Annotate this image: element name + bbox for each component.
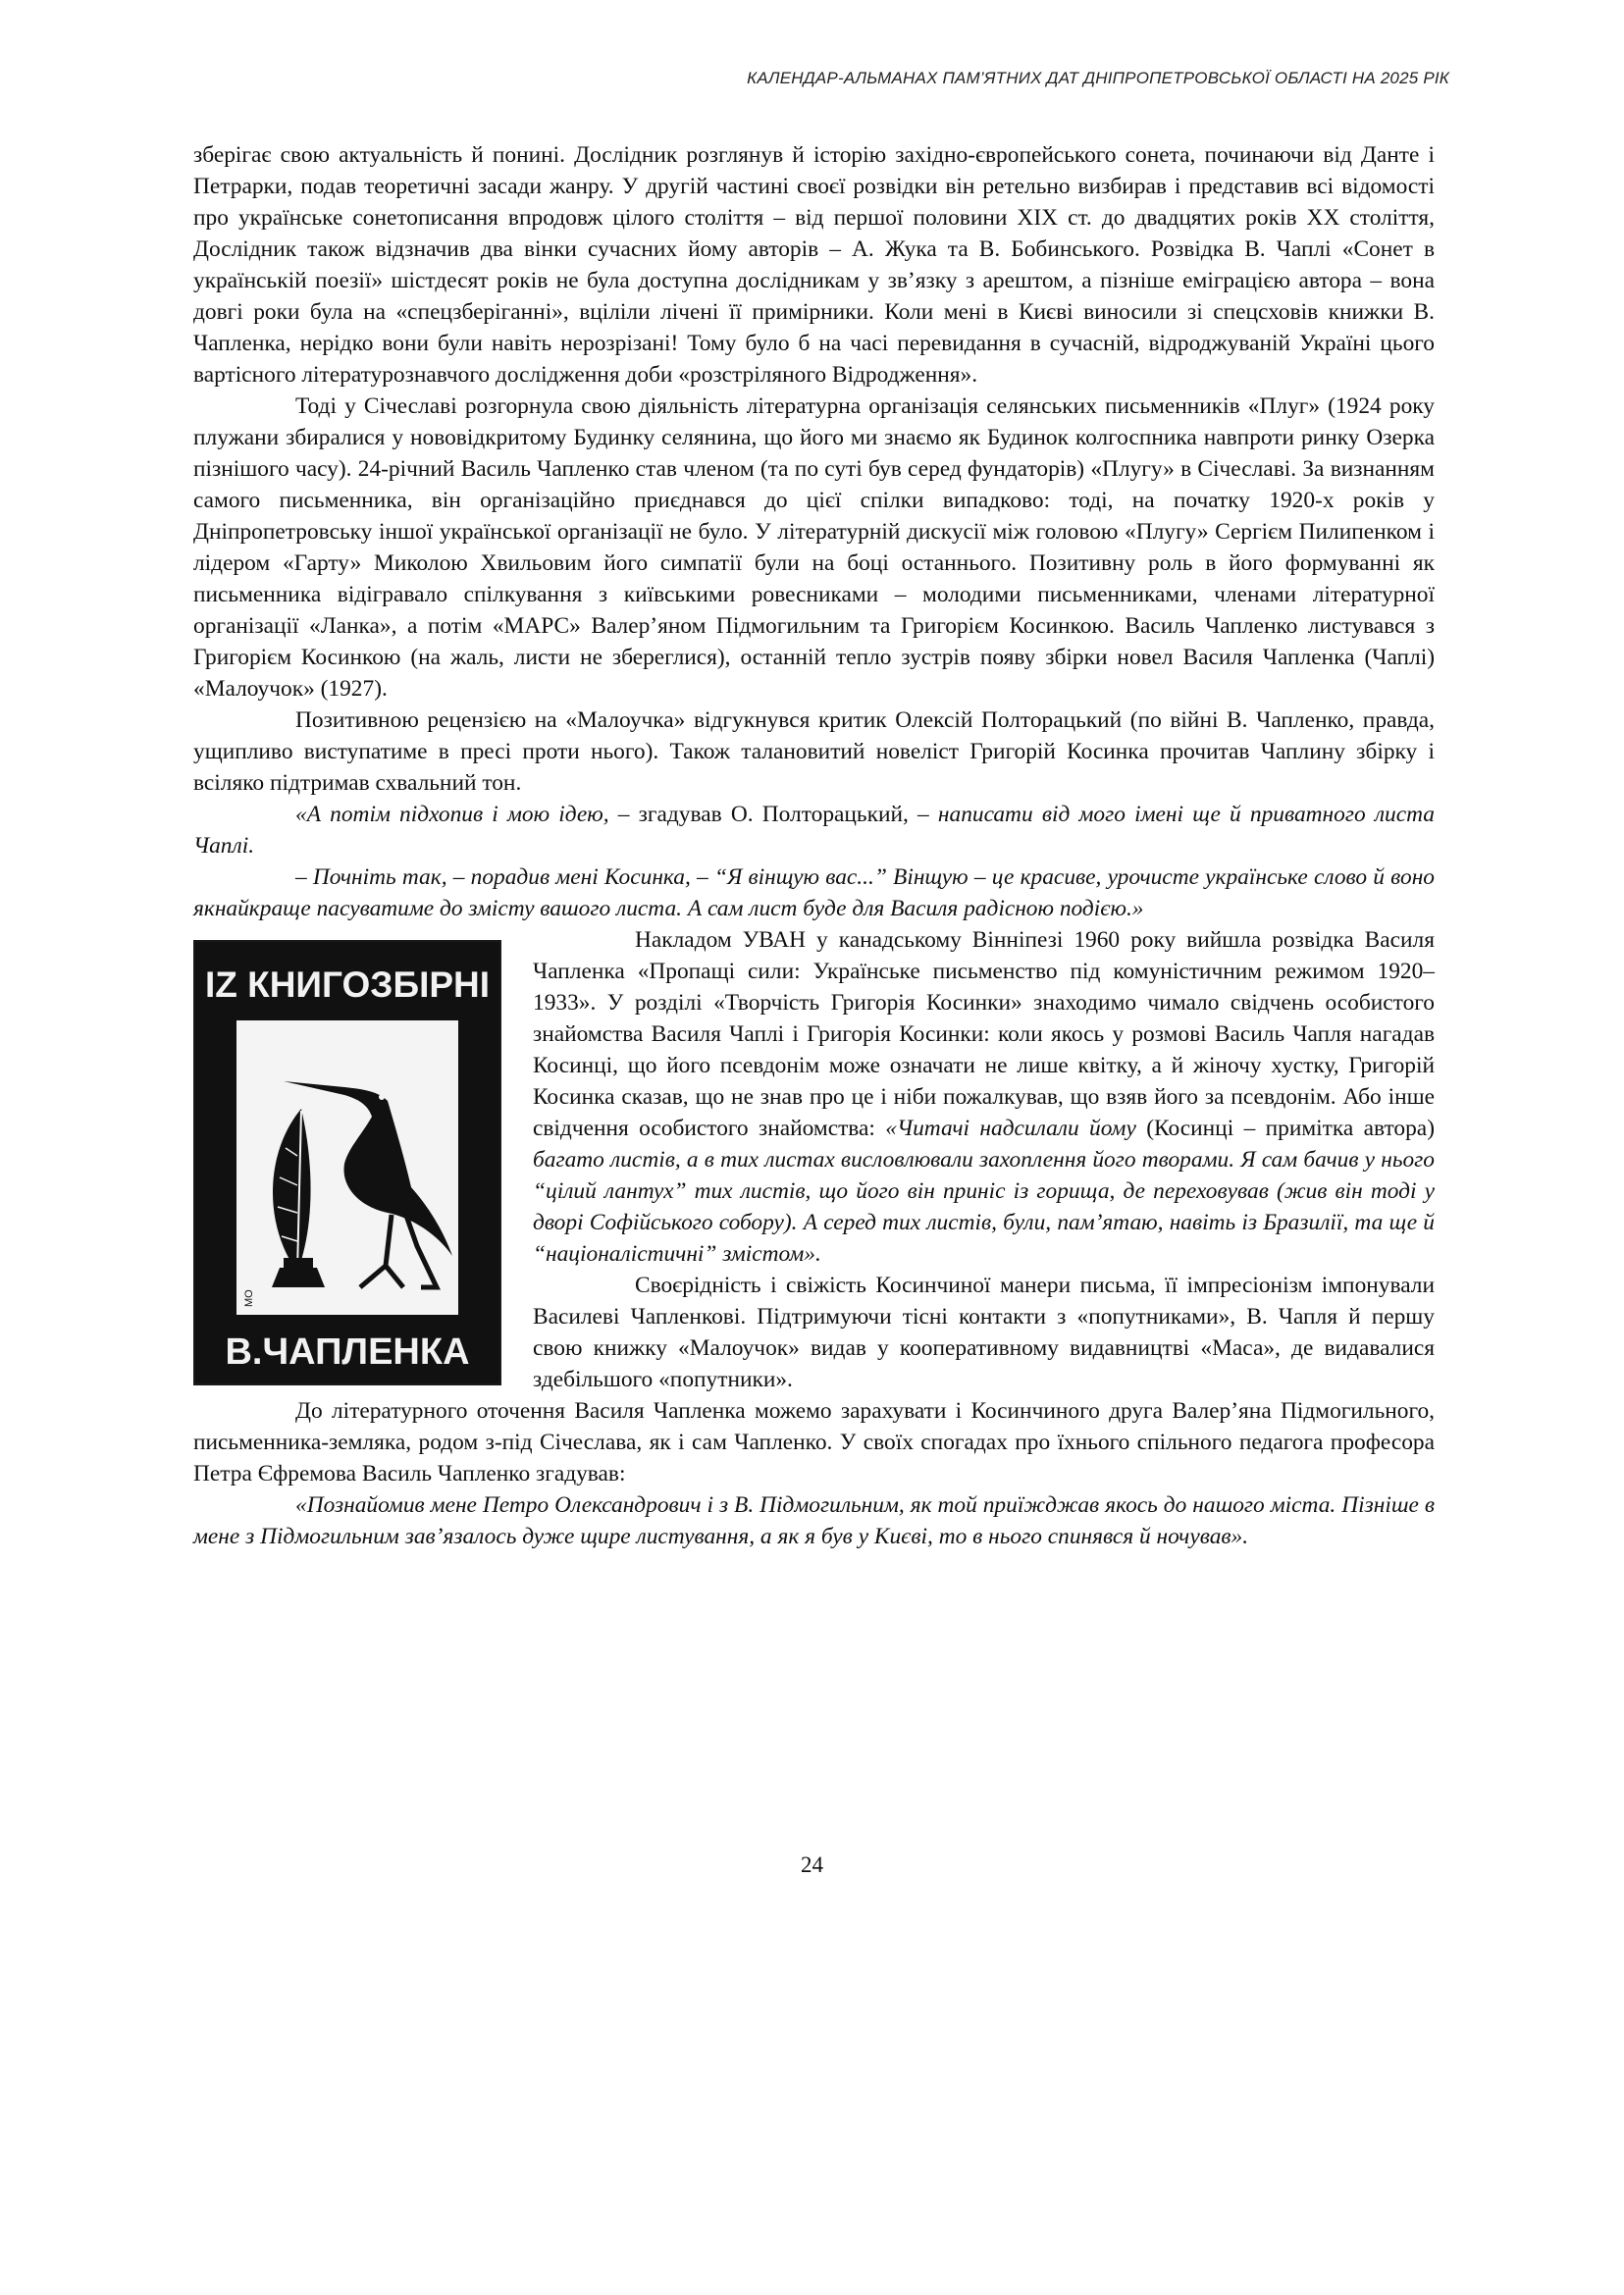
quote-paragraph: – Почніть так, – порадив мені Косинка, – “Я вінщую вас...” Вінщую – це красиве, урочисте українське слово й воно якнайкраще пасуватиме до змісту вашого листа. А сам лист буде для Василя радісною подією.»	[193, 864, 1435, 921]
paragraph: Позитивною рецензією на «Малоучка» відгукнувся критик Олексій Полторацький (по війні В. Чапленко, правда, ущипливо виступатиме в пресі проти нього). Також талановитий новеліст Григорій Косинка прочитав Чаплину збірку і всіляко підтримав схвальний тон.	[193, 707, 1435, 796]
author-note: (Косинці – примітка автора)	[1135, 1116, 1435, 1141]
quote-attribution: згадував О. Полторацький, –	[629, 802, 938, 827]
quote-text: «Читачі надсилали йому	[885, 1116, 1136, 1141]
inkwell-icon	[272, 1268, 325, 1287]
article-body	[193, 139, 1435, 1552]
bookplate-top-text: IZ КНИГОЗБІРНІ	[204, 965, 491, 1005]
bookplate-bottom-text: В.ЧАПЛЕНКА	[225, 1331, 470, 1373]
quote-paragraph: «Познайомив мене Петро Олександрович і з В. Підмогильним, як той приїжджав якось до нашого міста. Пізніше в мене з Підмогильним зав’язалось дуже щире листування, а як я був у Києві, то в нього спинявся й ночував».	[193, 1492, 1435, 1549]
quote-text: багато листів, а в тих листах висловлювали захоплення його творами. Я сам бачив у нього “цілий лантух” тих листів, що його він приніс із горища, де переховував (жив він тоді у дворі Софійського собору). А серед тих листів, були, пам’ятаю, навіть із Бразилії, та ще й “націоналістичні” змістом».	[533, 1147, 1435, 1267]
page-number: 24	[801, 1852, 823, 1877]
quote-text: «А потім підхопив і мою ідею, –	[295, 802, 630, 827]
running-header: КАЛЕНДАР-АЛЬМАНАХ ПАМ’ЯТНИХ ДАТ ДНІПРОПЕТРОВСЬКОЇ ОБЛАСТІ НА 2025 РІК	[747, 69, 1449, 87]
paragraph: До літературного оточення Василя Чапленка можемо зарахувати і Косинчиного друга Валер’яна Підмогильного, письменника-земляка, родом з-під Січеслава, як і сам Чапленко. У своїх спогадах про їхнього спільного педагога професора Петра Єфремова Василь Чапленко згадував:	[193, 1398, 1435, 1487]
quote-paragraph	[193, 799, 1435, 861]
paragraph-text: Накладом УВАН у канадському Вінніпезі 1960 року вийшла розвідка Василя Чапленка «Пропащі сили: Українське письменство під комуністичним режимом 1920–1933». У розділі «Творчість Григорія Косинки» знаходимо чимало свідчень особистого знайомства Василя Чаплі і Григорія Косинки: коли якось у розмові Василь Чапля нагадав Косинці, що його псевдонім може означати не лише квітку, а й жіночу хустку, Григорій Косинка сказав, що не знав про це і ніби пожалкував, що взяв його за псевдонім. Або інше свідчення особистого знайомства:	[533, 927, 1435, 1141]
paragraph: Тоді у Січеславі розгорнула свою діяльність літературна організація селянських письменників «Плуг» (1924 року плужани збиралися у нововідкритому Будинку селянина, що його ми знаємо як Будинок колгоспника навпроти ринку Озерка пізнішого часу). 24-річний Василь Чапленко став членом (та по суті був серед фундаторів) «Плугу» в Січеславі. За визнанням самого письменника, він організаційно приєднався до цієї спілки випадково: тоді, на початку 1920-х років у Дніпропетровську іншої української організації не було. У літературній дискусії між головою «Плугу» Сергієм Пилипенком і лідером «Гарту» Миколою Хвильовим його симпатії були на боці останнього. Позитивну роль в його формуванні як письменника відігравало спілкування з київськими ровесниками – молодими письменниками, членами літературної організації «Ланка», а потім «МАРС» Валер’яном Підмогильним та Григорієм Косинкою. Василь Чапленко листувався з Григорієм Косинкою (на жаль, листи не збереглися), останній тепло зустрів появу збірки новел Василя Чапленка (Чаплі) «Малоучок» (1927).	[193, 393, 1435, 702]
quote-text: написати від мого імені ще й приватного листа Чаплі.	[193, 802, 1435, 859]
bookplate-illustration	[195, 942, 499, 1383]
bookplate-image	[193, 940, 501, 1385]
paragraph: Своєрідність і свіжість Косинчиної манери письма, її імпресіонізм імпонували Василеві Чапленкові. Підтримуючи тісні контакти з «попутниками», В. Чапля й першу свою книжку «Малоучок» видав у кооперативному видавництві «Маса», де видавалися здебільшого «попутники».	[533, 1273, 1435, 1392]
monogram: МО	[243, 1289, 255, 1307]
paragraph: зберігає свою актуальність й понині. Дослідник розглянув й історію західно-європейського сонета, починаючи від Данте і Петрарки, подав теоретичні засади жанру. У другій частині своєї розвідки він ретельно визбирав і представив всі відомості про українське сонетописання впродовж цілого століття – від першої половини ХІХ ст. до двадцятих років ХХ століття, Дослідник також відзначив два вінки сучасних йому авторів – А. Жука та В. Бобинського. Розвідка В. Чаплі «Сонет в українській поезії» шістдесят років не була доступна дослідникам у зв’язку з арештом, а пізніше еміграцією автора – вона довгі роки була на «спецзберіганні», вціліли лічені її примірники. Коли мені в Києві виносили зі спецсховів книжки В. Чапленка, нерідко вони були навіть нерозрізані! Тому було б на часі перевидання в сучасній, відроджуваній Україні цього вартісного літературознавчого дослідження доби «розстріляного Відродження».	[193, 142, 1435, 388]
